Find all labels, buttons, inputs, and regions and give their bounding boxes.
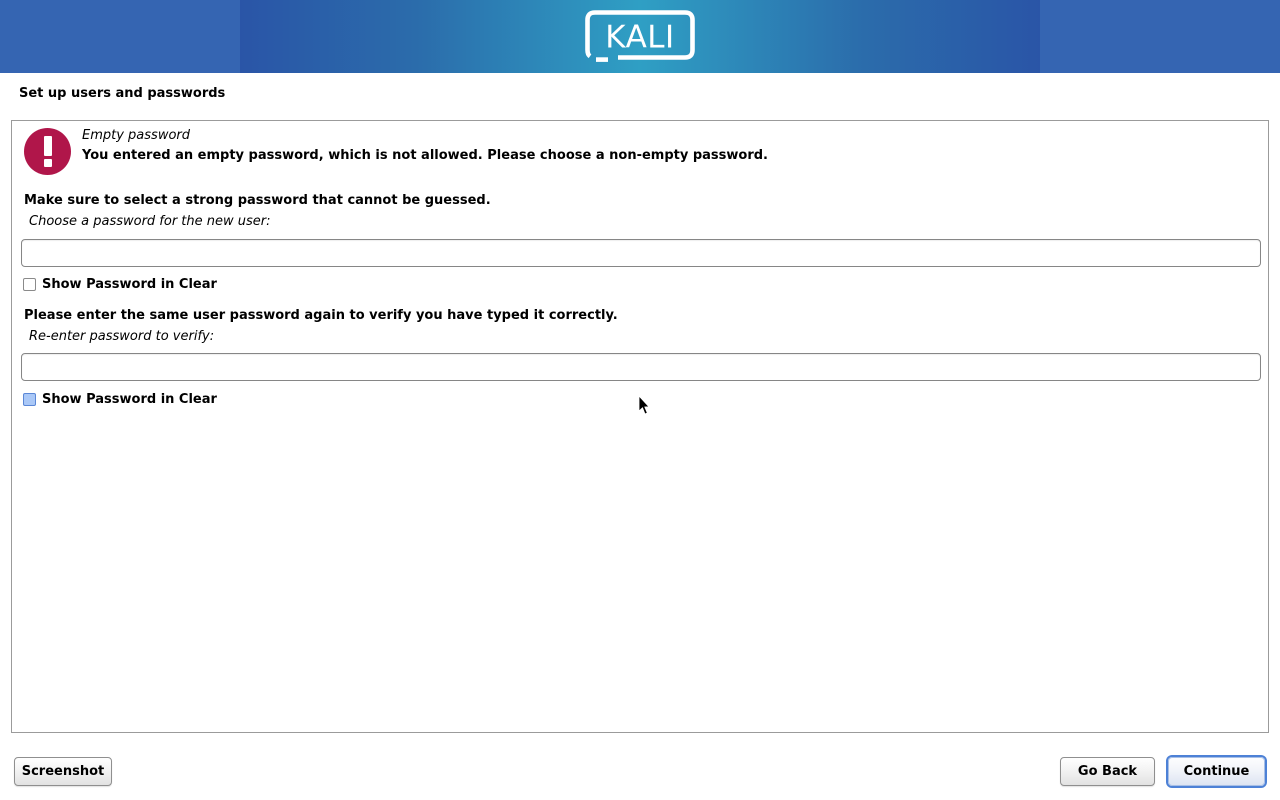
continue-button[interactable]: Continue bbox=[1168, 757, 1265, 786]
kali-logo-text: KALI bbox=[605, 19, 675, 56]
page-title: Set up users and passwords bbox=[19, 86, 226, 101]
verify-password-input[interactable] bbox=[21, 353, 1261, 381]
password-field-label: Choose a password for the new user: bbox=[29, 214, 271, 229]
show-password-1-row[interactable] bbox=[23, 277, 217, 292]
go-back-button[interactable]: Go Back bbox=[1060, 757, 1155, 786]
exclamation-dot bbox=[44, 159, 52, 167]
screenshot-button[interactable]: Screenshot bbox=[14, 757, 112, 786]
error-message: You entered an empty password, which is not allowed. Please choose a non-empty password. bbox=[82, 148, 768, 163]
error-exclamation-icon bbox=[24, 128, 71, 175]
show-password-1-label: Show Password in Clear bbox=[42, 277, 217, 292]
strong-password-note: Make sure to select a strong password that cannot be guessed. bbox=[24, 193, 491, 208]
error-title: Empty password bbox=[82, 128, 190, 143]
password-input[interactable] bbox=[21, 239, 1261, 267]
mouse-cursor-icon bbox=[638, 396, 650, 416]
main-content-panel bbox=[11, 120, 1269, 733]
verify-field-label: Re-enter password to verify: bbox=[29, 329, 215, 344]
show-password-2-row[interactable] bbox=[23, 392, 217, 407]
kali-logo-icon bbox=[583, 10, 697, 62]
verify-password-note: Please enter the same user password again to verify you have typed it correctly. bbox=[24, 308, 618, 323]
exclamation-bar bbox=[44, 136, 52, 156]
show-password-2-checkbox[interactable] bbox=[23, 393, 36, 406]
installer-banner bbox=[0, 0, 1280, 73]
show-password-1-checkbox[interactable] bbox=[23, 278, 36, 291]
show-password-2-label: Show Password in Clear bbox=[42, 392, 217, 407]
